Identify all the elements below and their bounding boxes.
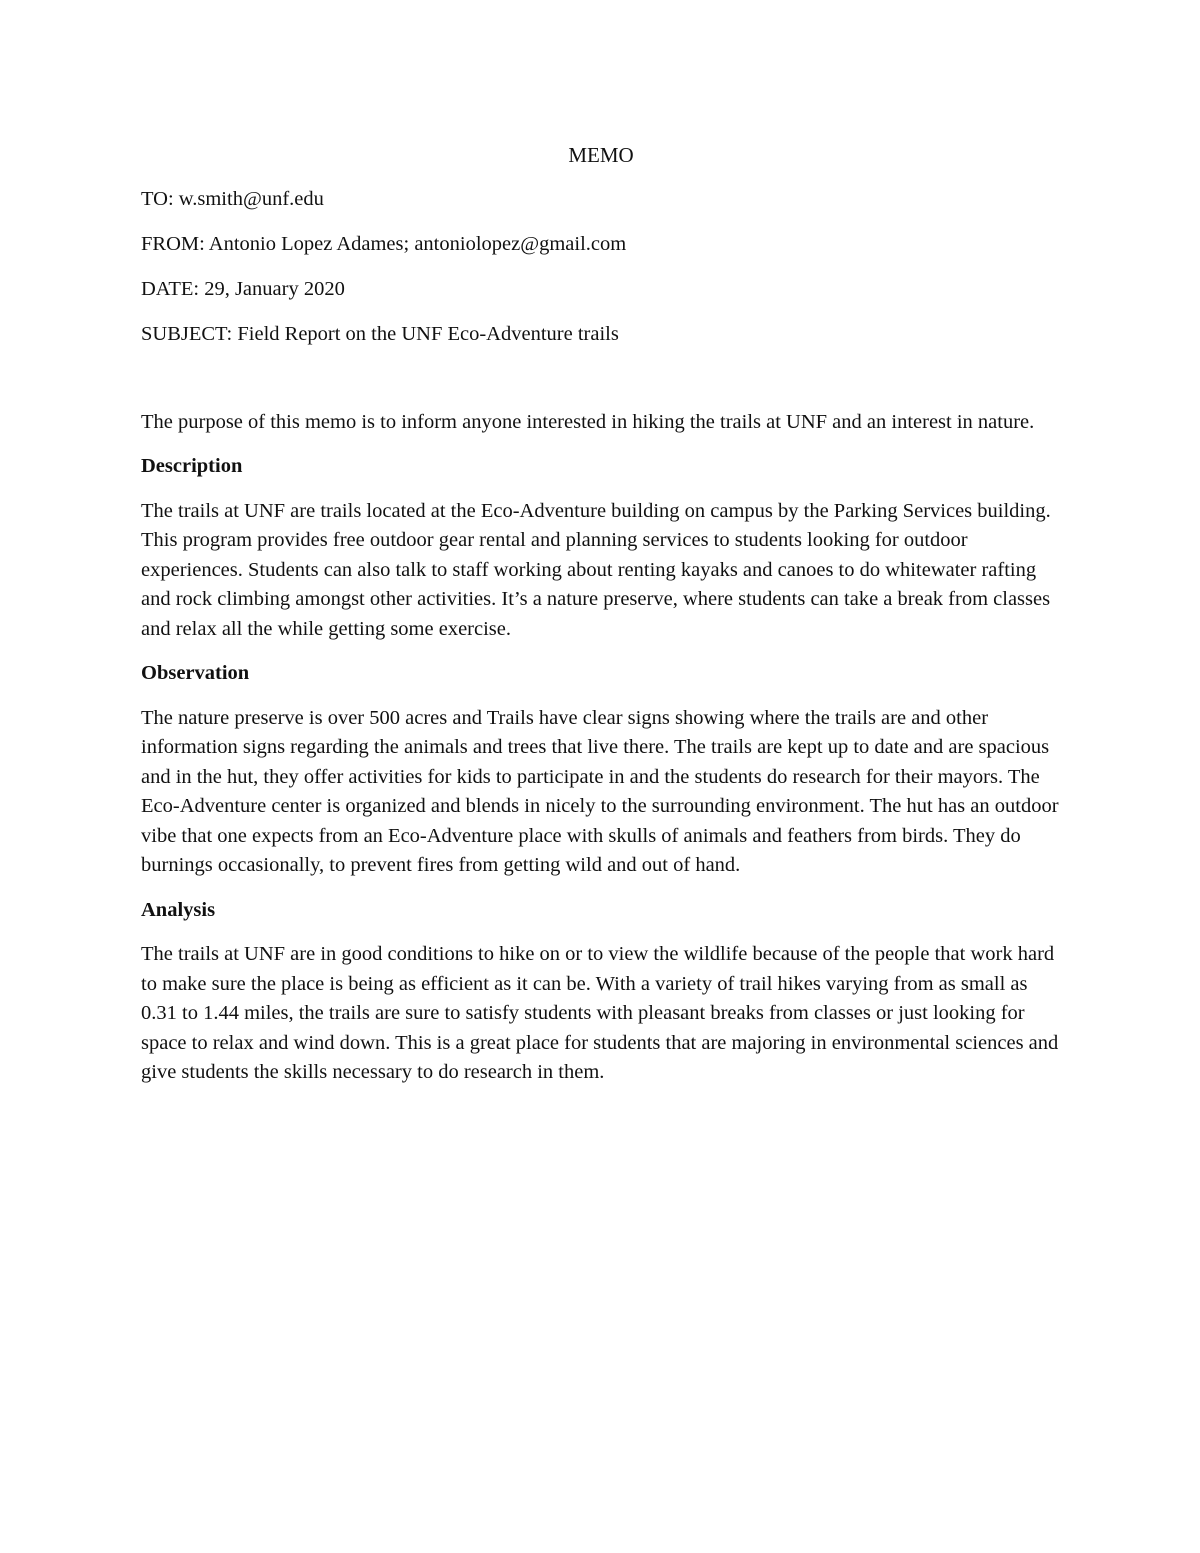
memo-to-line: TO: w.smith@unf.edu [141,188,324,210]
memo-date-line: DATE: 29, January 2020 [141,278,345,300]
section-heading-description: Description [141,455,243,477]
section-body-observation: The nature preserve is over 500 acres and Trails have clear signs showing where the trails are and other information signs regarding the animals and trees that live there. The trails are kept up to date and are spacious and in the hut, they offer activities for kids to participate in and the students do research for their mayors. The Eco-Adventure center is organized and blends in nicely to the surrounding environment. The hut has an outdoor vibe that one expects from an Eco-Adventure place with skulls of animals and feathers from birds. They do burnings occasionally, to prevent fires from getting wild and out of hand. [141,706,1059,876]
section-heading-analysis: Analysis [141,898,216,921]
memo-title: MEMO [568,143,634,167]
memo-subject-line: SUBJECT: Field Report on the UNF Eco-Adventure trails [141,323,619,345]
intro-paragraph: The purpose of this memo is to inform anyone interested in hiking the trails at UNF and an interest in nature. [141,410,1035,433]
section-heading-observation: Observation [141,662,250,684]
memo-content [141,140,1061,1103]
section-body-analysis: The trails at UNF are in good conditions to hike on or to view the wildlife because of the people that work hard to make sure the place is being as efficient as it can be. With a variety of trail hikes varying from as small as 0.31 to 1.44 miles, the trails are sure to satisfy students with pleasant breaks from classes or just looking for space to relax and wind down. This is a great place for students that are majoring in environmental sciences and give students the skills necessary to do research in them. [141,943,1059,1083]
memo-from-line: FROM: Antonio Lopez Adames; antoniolopez@gmail.com [141,233,627,255]
section-body-description: The trails at UNF are trails located at the Eco-Adventure building on campus by the Parking Services building. This program provides free outdoor gear rental and planning services to students looking for outdoor experiences. Students can also talk to staff working about renting kayaks and canoes to do whitewater rafting and rock climbing amongst other activities. It’s a nature preserve, where students can take a break from classes and relax all the while getting some exercise. [141,499,1051,640]
